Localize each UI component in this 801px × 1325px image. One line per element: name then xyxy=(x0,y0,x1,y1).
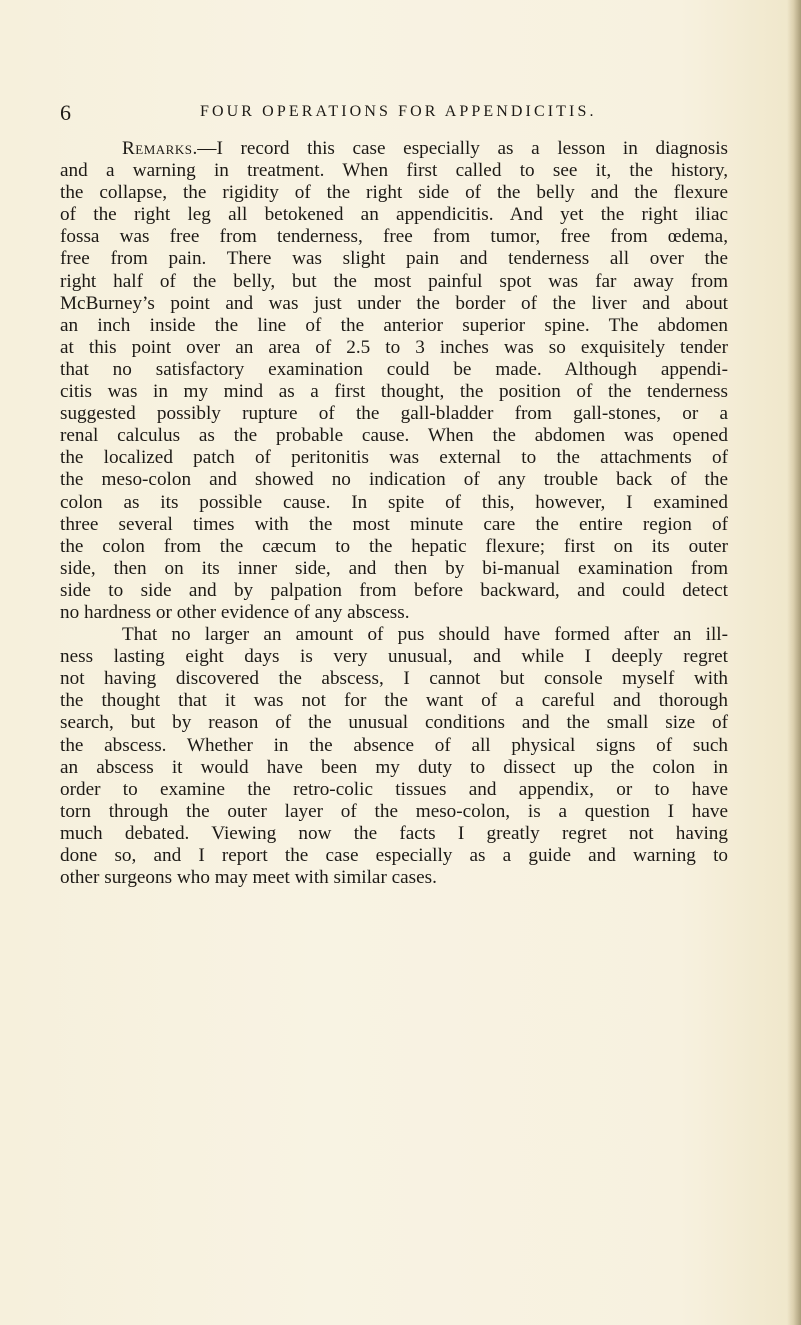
text-line: of the right leg all betokened an appendicitis. And yet the right iliac xyxy=(60,204,728,226)
text-line: colon as its possible cause. In spite of this, however, I examined xyxy=(60,491,728,513)
text-line-content: .—I record this case especially as a lesson in diagnosis xyxy=(192,138,728,159)
body-text xyxy=(60,138,728,889)
text-line: free from pain. There was slight pain and tenderness all over the xyxy=(60,248,728,270)
text-line: that no satisfactory examination could be made. Although appendi- xyxy=(60,358,728,380)
paragraph-conclusion xyxy=(60,624,728,889)
text-line: McBurney’s point and was just under the border of the liver and about xyxy=(60,292,728,314)
text-line: the collapse, the rigidity of the right side of the belly and the flexure xyxy=(60,182,728,204)
text-line: citis was in my mind as a first thought, the position of the tenderness xyxy=(60,381,728,403)
text-line: the meso-colon and showed no indication of any trouble back of the xyxy=(60,469,728,491)
text-line: at this point over an area of 2.5 to 3 inches was so exquisitely tender xyxy=(60,336,728,358)
text-line: fossa was free from tenderness, free from tumor, free from œdema, xyxy=(60,226,728,248)
paragraph-remarks xyxy=(60,138,728,624)
text-line xyxy=(60,138,728,160)
text-line: That no larger an amount of pus should have formed after an ill- xyxy=(122,624,728,646)
text-line: torn through the outer layer of the meso-colon, is a question I have xyxy=(60,800,728,822)
text-line: ness lasting eight days is very unusual, and while I deeply regret xyxy=(60,646,728,668)
running-title: FOUR OPERATIONS FOR APPENDICITIS. xyxy=(200,103,597,120)
text-line: done so, and I report the case especially as a guide and warning to xyxy=(60,845,728,866)
page-edge-shadow xyxy=(787,0,801,1325)
text-line: three several times with the most minute care the entire region of xyxy=(60,513,728,535)
text-line: the abscess. Whether in the absence of all physical signs of such xyxy=(60,734,728,756)
text-line: the localized patch of peritonitis was external to the attachments of xyxy=(60,447,728,469)
text-line: side, then on its inner side, and then by bi-manual examination from xyxy=(60,557,728,579)
text-line: the colon from the cæcum to the hepatic flexure; first on its outer xyxy=(60,535,728,557)
text-line: an inch inside the line of the anterior superior spine. The abdomen xyxy=(60,314,728,336)
page-number: 6 xyxy=(60,100,71,125)
text-line: and a warning in treatment. When first called to see it, the history, xyxy=(60,160,728,182)
remarks-lead-word: Remarks xyxy=(122,138,193,159)
text-line: no hardness or other evidence of any abscess. xyxy=(60,601,410,623)
text-line: right half of the belly, but the most painful spot was far away from xyxy=(60,270,728,292)
text-line: side to side and by palpation from before backward, and could detect xyxy=(60,579,728,601)
text-line: an abscess it would have been my duty to dissect up the colon in xyxy=(60,756,728,778)
text-line: the thought that it was not for the want of a careful and thorough xyxy=(60,690,728,712)
text-line: search, but by reason of the unusual conditions and the small size of xyxy=(60,712,728,734)
page-header xyxy=(0,100,801,130)
text-line: much debated. Viewing now the facts I greatly regret not having xyxy=(60,822,728,844)
text-line: suggested possibly rupture of the gall-bladder from gall-stones, or a xyxy=(60,403,728,425)
text-line: not having discovered the abscess, I cannot but console myself with xyxy=(60,668,728,690)
text-line: order to examine the retro-colic tissues and appendix, or to have xyxy=(60,778,728,800)
text-line: renal calculus as the probable cause. When the abdomen was opened xyxy=(60,425,728,447)
text-line: other surgeons who may meet with similar cases. xyxy=(60,867,437,889)
